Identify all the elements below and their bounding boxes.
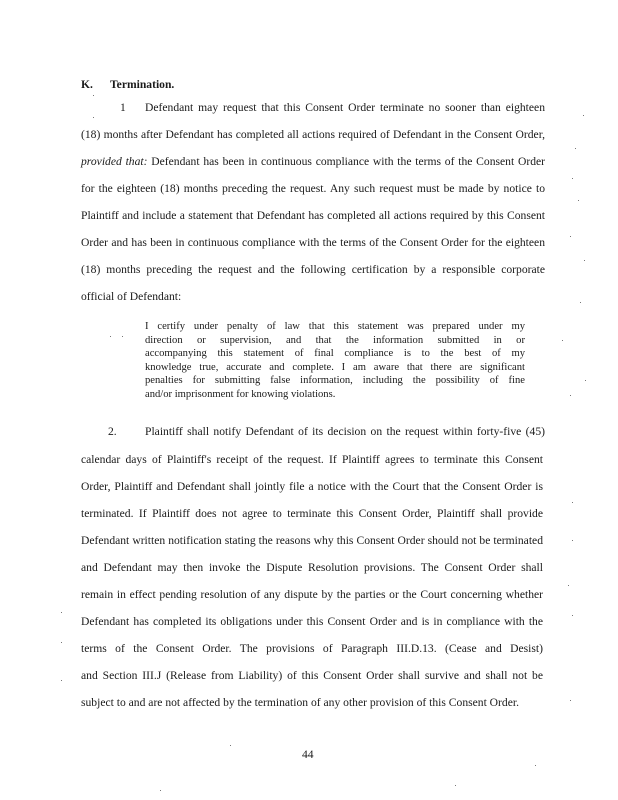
paragraph-2-line: Plaintiff shall notify Defendant of its decision on the request within forty-five (45) [145,425,545,438]
certification-line: I certify under penalty of law that this statement was prepared under my [145,321,525,332]
paragraph-1-line: (18) months preceding the request and the following certification by a responsible corporate [81,263,545,276]
paragraph-2-line: terms of the Consent Order. The provisions of Paragraph III.D.13. (Cease and Desist) [81,642,543,655]
paragraph-1-line: official of Defendant: [81,290,182,303]
paragraph-2-line: subject to and are not affected by the termination of any other provision of this Consent Order. [81,696,519,709]
provided-that-italic: provided that: [81,155,148,168]
paragraph-1-number: 1 [120,101,126,114]
paragraph-2-line: terminated. If Plaintiff does not agree to terminate this Consent Order, Plaintiff shall provide [81,507,543,520]
paragraph-1-line: for the eighteen (18) months preceding the request. Any such request must be made by notice to [81,182,545,195]
paragraph-1-line: Order and has been in continuous compliance with the terms of the Consent Order for the eighteen [81,236,545,249]
paragraph-2-line: Defendant written notification stating the reasons why this Consent Order should not be terminated [81,534,543,547]
paragraph-2-line: and Section III.J (Release from Liability) of this Consent Order shall survive and shall not be [81,669,543,682]
certification-line: and/or imprisonment for knowing violations. [145,389,336,400]
paragraph-2-line: Order, Plaintiff and Defendant shall jointly file a notice with the Court that the Consent Order is [81,480,543,493]
certification-line: accompanying this statement of final compliance is to the best of my [145,348,525,359]
paragraph-1-line: Plaintiff and include a statement that Defendant has completed all actions required by this Consent [81,209,545,222]
certification-line: knowledge true, accurate and complete. I am aware that there are significant [145,362,525,373]
paragraph-2-line: calendar days of Plaintiff's receipt of the request. If Plaintiff agrees to terminate this Consent [81,453,543,466]
section-title: Termination. [110,78,175,91]
page-number: 44 [302,748,314,761]
paragraph-2-line: and Defendant may then invoke the Dispute Resolution provisions. The Consent Order shall [81,561,543,574]
paragraph-2-number: 2. [108,425,117,438]
certification-line: direction or supervision, and that the information submitted in or [145,335,525,346]
paragraph-1-line: Defendant may request that this Consent Order terminate no sooner than eighteen [145,101,545,114]
paragraph-1-line: provided that: Defendant has been in continuous compliance with the terms of the Consent Order [81,155,546,168]
paragraph-2-line: Defendant has completed its obligations under this Consent Order and is in compliance with the [81,615,543,628]
paragraph-1-line: (18) months after Defendant has completed all actions required of Defendant in the Consent Order, [81,128,545,141]
section-letter: K. [81,78,93,91]
paragraph-2-line: remain in effect pending resolution of any dispute by the parties or the Court concerning whether [81,588,543,601]
certification-line: penalties for submitting false information, including the possibility of fine [145,375,525,386]
